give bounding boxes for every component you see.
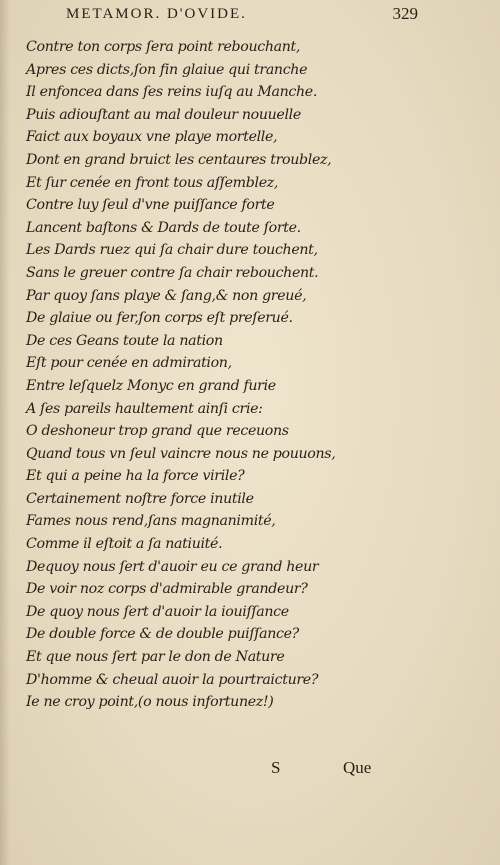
verse-line: Ie ne croy point,(o nous infortunez!) [26,694,274,711]
verse-line: Il enfoncea dans ſes reins iuſq au Manche. [26,84,318,101]
verse-line: De quoy nous ſert d'auoir la iouiſſance [26,603,289,620]
verse-line: Quand tous vn ſeul vaincre nous ne pouuons, [26,445,336,462]
verse-line: De voir noz corps d'admirable grandeur? [26,581,308,598]
verse-line: De glaiue ou fer,ſon corps eſt preſerué. [26,310,293,327]
gutter-shadow [0,0,10,865]
verse-line: De ces Geans toute la nation [26,332,223,349]
verse-line: Et qui a peine ha la force virile? [26,468,245,485]
page-number: 329 [392,4,418,23]
signature-mark: S [271,758,281,777]
verse-line: Comme il eſtoit a ſa natiuité. [26,536,223,553]
verse-line: A ſes pareils haultement ainſi crie: [26,400,263,417]
verse-line: Certainement noſtre force inutile [26,490,254,507]
verse-line: Et que nous ſert par le don de Nature [26,649,285,666]
verse-line: Et ſur cenée en front tous aſſemblez, [26,174,279,191]
verse-line: Contre luy ſeul d'vne puiſſance forte [26,197,275,214]
running-head: METAMOR. D'OVIDE. [66,6,247,22]
verse-line: Lancent baſtons & Dards de toute ſorte. [26,219,301,236]
verse-line: Fames nous rend,ſans magnanimité, [26,513,276,530]
verse-line: Eſt pour cenée en admiration, [26,355,232,372]
verse-line: Sans le greuer contre ſa chair rebouchent. [26,264,319,281]
verse-line: Dequoy nous ſert d'auoir eu ce grand heur [26,558,319,575]
verse-line: Par quoy ſans playe & ſang,& non greué, [26,287,307,304]
verse-line: Contre ton corps ſera point rebouchant, [26,39,301,55]
verse-line: Puis adiouſtant au mal douleur nouuelle [26,106,301,123]
verse-line: De double force & de double puiſſance? [26,626,299,643]
poem-text [26,36,335,714]
verse-line: Entre leſquelz Monyc en grand furie [26,377,276,394]
verse-line: D'homme & cheual auoir la pourtraicture? [26,671,319,688]
verse-line: O deshoneur trop grand que receuons [26,423,289,440]
catchword: Que [343,758,372,777]
verse-line: Apres ces dicts,ſon fin glaiue qui tranche [26,61,308,78]
verse-line: Les Dards ruez qui ſa chair dure touchent, [26,242,318,259]
verse-line: Dont en grand bruict les centaures troublez, [26,151,332,168]
verse-line: Faict aux boyaux vne playe mortelle, [26,129,278,146]
